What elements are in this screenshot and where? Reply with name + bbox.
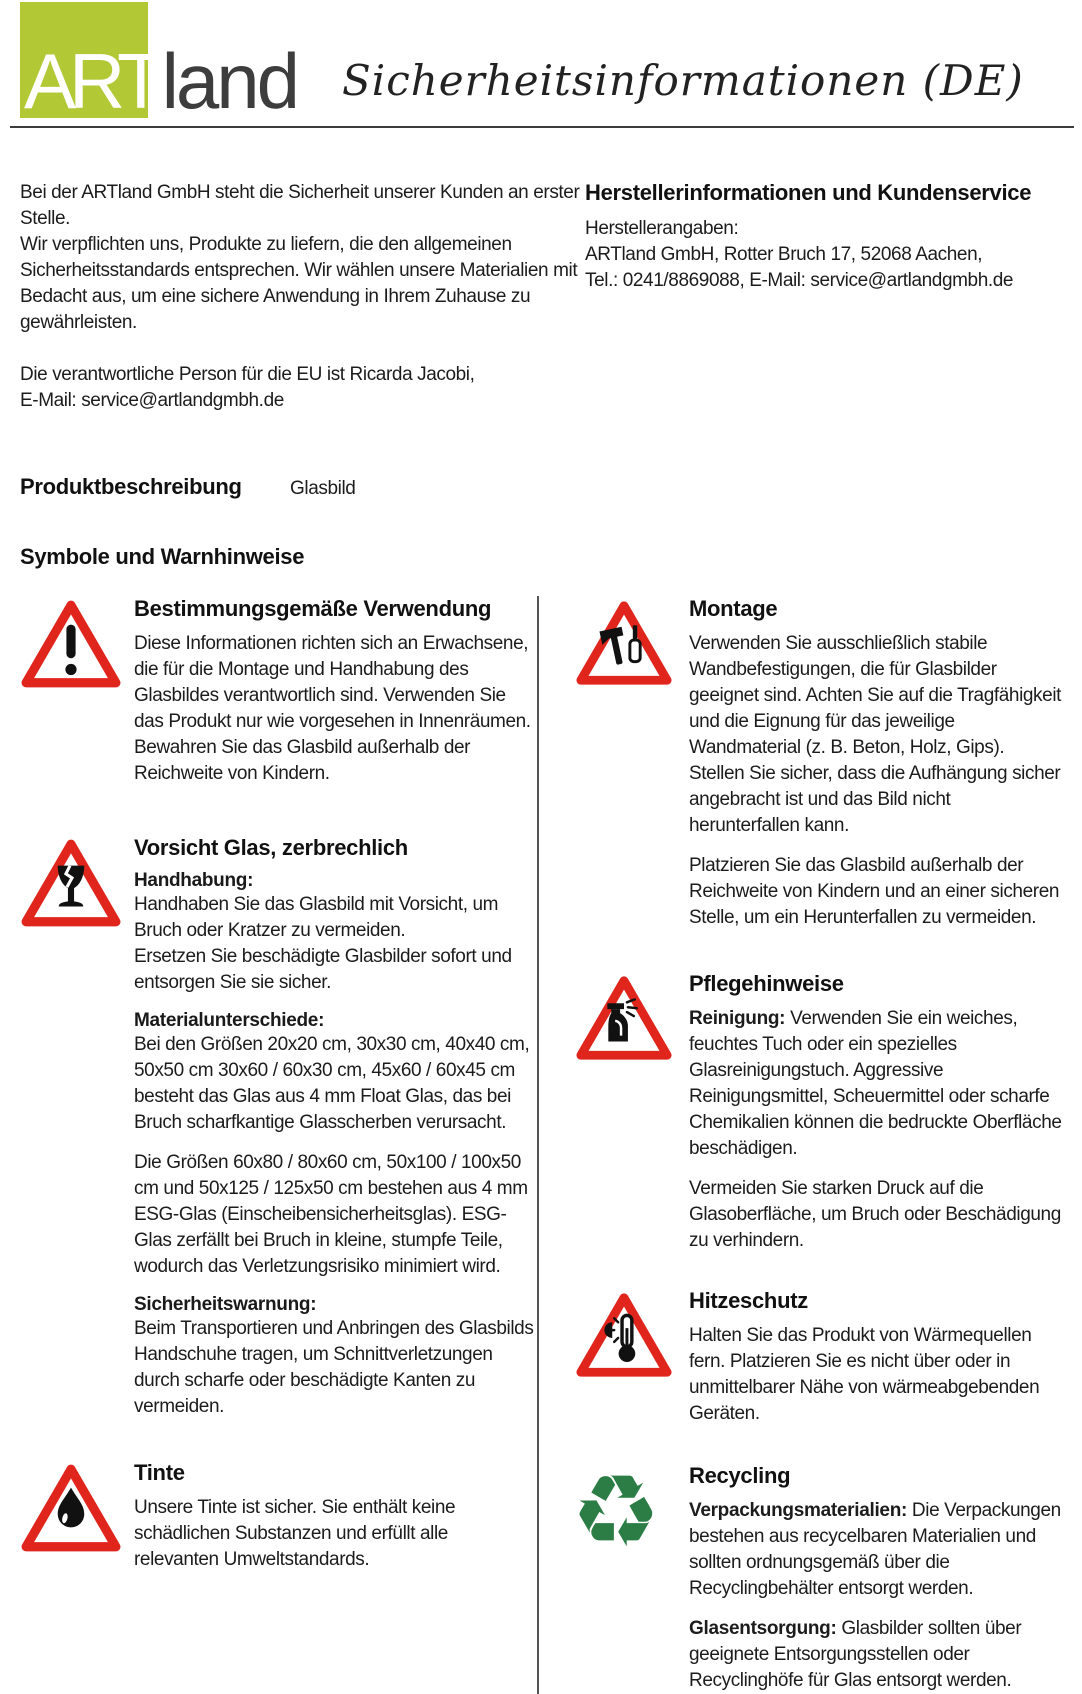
- mounting-paragraph-2: Platzieren Sie das Glasbild außerhalb der Reichweite von Kindern und an einer sicheren Stelle, um ein Herunterfallen zu vermeiden.: [689, 855, 1060, 928]
- glass-disposal-label: Glasentsorgung:: [689, 1618, 837, 1639]
- main-content: [0, 180, 1082, 1694]
- glass-disposal-text: Glasbilder sollten über geeignete Entsorgungsstellen oder Recyclinghöfe für Glas entsorgt werden.: [689, 1618, 1022, 1691]
- thermometer-icon: [575, 1288, 689, 1427]
- logo-wordmark: [24, 37, 298, 125]
- section-mounting: [575, 596, 1062, 931]
- handling-label: Handhabung:: [134, 870, 254, 891]
- section-fragile-glass: [20, 835, 537, 1420]
- material-differences-text: Bei den Größen 20x20 cm, 30x30 cm, 40x40 cm, 50x50 cm 30x60 / 60x30 cm, 45x60 / 60x45 cm besteht das Glas aus 4 mm Float Glas, das bei Bruch scharfkantige Glasscherben verursacht.: [134, 1034, 530, 1133]
- material-differences-label: Materialunterschiede:: [134, 1010, 325, 1031]
- packaging-label: Verpackungsmaterialien:: [689, 1500, 908, 1521]
- manufacturer-info-column: [585, 180, 1062, 414]
- recycling-icon: [571, 1456, 689, 1694]
- broken-glass-icon: [20, 835, 134, 1420]
- warning-exclamation-icon: [20, 596, 134, 787]
- material-differences-block: [134, 1010, 537, 1136]
- manufacturer-details: Herstellerangaben: ARTland GmbH, Rotter Bruch 17, 52068 Aachen, Tel.: 0241/8869088, E-Mail: service@artlandgmbh.de: [585, 218, 1014, 291]
- section-care: [575, 971, 1062, 1254]
- intro-left-column: [20, 180, 585, 414]
- warnings-right-column: [539, 596, 1062, 1694]
- section-body: [134, 835, 537, 1420]
- product-description-row: [20, 474, 1062, 502]
- header-divider-line: [10, 126, 1074, 128]
- section-heat-protection: [575, 1288, 1062, 1427]
- section-intended-use: [20, 596, 537, 787]
- glass-disposal-paragraph: [689, 1616, 1062, 1694]
- section-body: [689, 971, 1062, 1254]
- section-text: Diese Informationen richten sich an Erwachsene, die für die Montage und Handhabung des Glasbildes verantwortlich sind. Verwenden Sie das Produkt nur wie vorgesehen in Innenräumen. Bewahren Sie das Glasbild außerhalb der Reichweite von Kindern.: [134, 633, 531, 784]
- cleaning-label: Reinigung:: [689, 1008, 786, 1029]
- warnings-area: [20, 596, 1062, 1694]
- spray-bottle-icon: [575, 971, 689, 1254]
- handling-text: Handhaben Sie das Glasbild mit Vorsicht, um Bruch oder Kratzer zu vermeiden. Ersetzen Sie beschädigte Glasbilder sofort und entsorgen Sie sie sicher.: [134, 894, 512, 993]
- section-recycling: [571, 1456, 1062, 1694]
- section-heading: Tinte: [134, 1460, 185, 1485]
- page-header: [0, 0, 1082, 130]
- product-description-label: Produktbeschreibung: [20, 474, 242, 499]
- cleaning-text: Verwenden Sie ein weiches, feuchtes Tuch oder ein spezielles Glasreinigungstuch. Aggressive Reinigungsmittel, Scheuermittel oder scharfe Chemikalien können die bedruckte Oberfläche beschädigen.: [689, 1008, 1062, 1159]
- mounting-paragraph-1: Verwenden Sie ausschließlich stabile Wandbefestigungen, die für Glasbilder geeignet sind. Achten Sie auf die Tragfähigkeit und die Eignung für das jeweilige Wandmaterial (z. B. Beton, Holz, Gips). Stellen Sie sicher, dass die Aufhängung sicher angebracht ist und das Bild nicht herunterfallen kann.: [689, 633, 1062, 836]
- section-text: Halten Sie das Produkt von Wärmequellen fern. Platzieren Sie es nicht über oder in unmittelbarer Nähe von wärmeabgebenden Geräten.: [689, 1325, 1040, 1424]
- section-body: [689, 1288, 1062, 1427]
- ink-drop-icon: [20, 1460, 134, 1573]
- section-heading: Vorsicht Glas, zerbrechlich: [134, 835, 408, 860]
- recycling-symbol-glyph: ♻: [571, 1456, 661, 1568]
- logo-land-text: land: [161, 37, 298, 125]
- section-body: [689, 596, 1062, 931]
- section-ink: [20, 1460, 537, 1573]
- warnings-left-column: [20, 596, 537, 1694]
- section-heading: Bestimmungsgemäße Verwendung: [134, 596, 492, 621]
- esg-glass-paragraph: Die Größen 60x80 / 80x60 cm, 50x100 / 100x50 cm und 50x125 / 125x50 cm bestehen aus 4 mm ESG-Glas (Einscheibensicherheitsglas). ESG-Glas zerfällt bei Bruch in kleine, stumpfe Teile, wodurch das Verletzungsrisiko minimiert wird.: [134, 1152, 528, 1277]
- symbols-warnings-heading: Symbole und Warnhinweise: [20, 544, 305, 569]
- intro-paragraph-1: Bei der ARTland GmbH steht die Sicherheit unserer Kunden an erster Stelle. Wir verpflichten uns, Produkte zu liefern, die den allgemeinen Sicherheitsstandards entsprechen. Wir wählen unsere Materialien mit Bedacht aus, um eine sichere Anwendung in Ihrem Zuhause zu gewährleisten.: [20, 182, 580, 333]
- section-text: Unsere Tinte ist sicher. Sie enthält keine schädlichen Substanzen und erfüllt alle relevanten Umweltstandards.: [134, 1497, 456, 1570]
- section-body: [134, 596, 537, 787]
- section-heading: Recycling: [689, 1463, 791, 1488]
- section-body: [689, 1463, 1062, 1694]
- intro-section: [20, 180, 1062, 414]
- packaging-paragraph: [689, 1498, 1062, 1602]
- product-description-value: Glasbild: [290, 478, 356, 499]
- safety-warning-text: Beim Transportieren und Anbringen des Glasbilds Handschuhe tragen, um Schnittverletzungen durch scharfe oder beschädigte Kanten zu vermeiden.: [134, 1318, 534, 1417]
- section-heading: Montage: [689, 596, 778, 621]
- hammer-tools-icon: [575, 596, 689, 931]
- cleaning-paragraph: [689, 1006, 1062, 1162]
- safety-warning-block: [134, 1294, 537, 1420]
- responsible-person-paragraph: Die verantwortliche Person für die EU ist Ricarda Jacobi, E-Mail: service@artlandgmbh.de: [20, 364, 475, 411]
- handling-block: [134, 870, 537, 996]
- packaging-text: Die Verpackungen bestehen aus recycelbaren Materialien und sollten ordnungsgemäß über die Recyclingbehälter entsorgt werden.: [689, 1500, 1061, 1599]
- section-body: [134, 1460, 537, 1573]
- section-heading: Pflegehinweise: [689, 971, 844, 996]
- safety-warning-label: Sicherheitswarnung:: [134, 1294, 317, 1315]
- page-title: Sicherheitsinformationen (DE): [342, 56, 1024, 105]
- artland-logo: [20, 2, 300, 124]
- logo-art-text: ART: [24, 37, 158, 125]
- manufacturer-heading: Herstellerinformationen und Kundenservice: [585, 180, 1032, 205]
- section-heading: Hitzeschutz: [689, 1288, 808, 1313]
- pressure-paragraph: Vermeiden Sie starken Druck auf die Glasoberfläche, um Bruch oder Beschädigung zu verhindern.: [689, 1178, 1061, 1251]
